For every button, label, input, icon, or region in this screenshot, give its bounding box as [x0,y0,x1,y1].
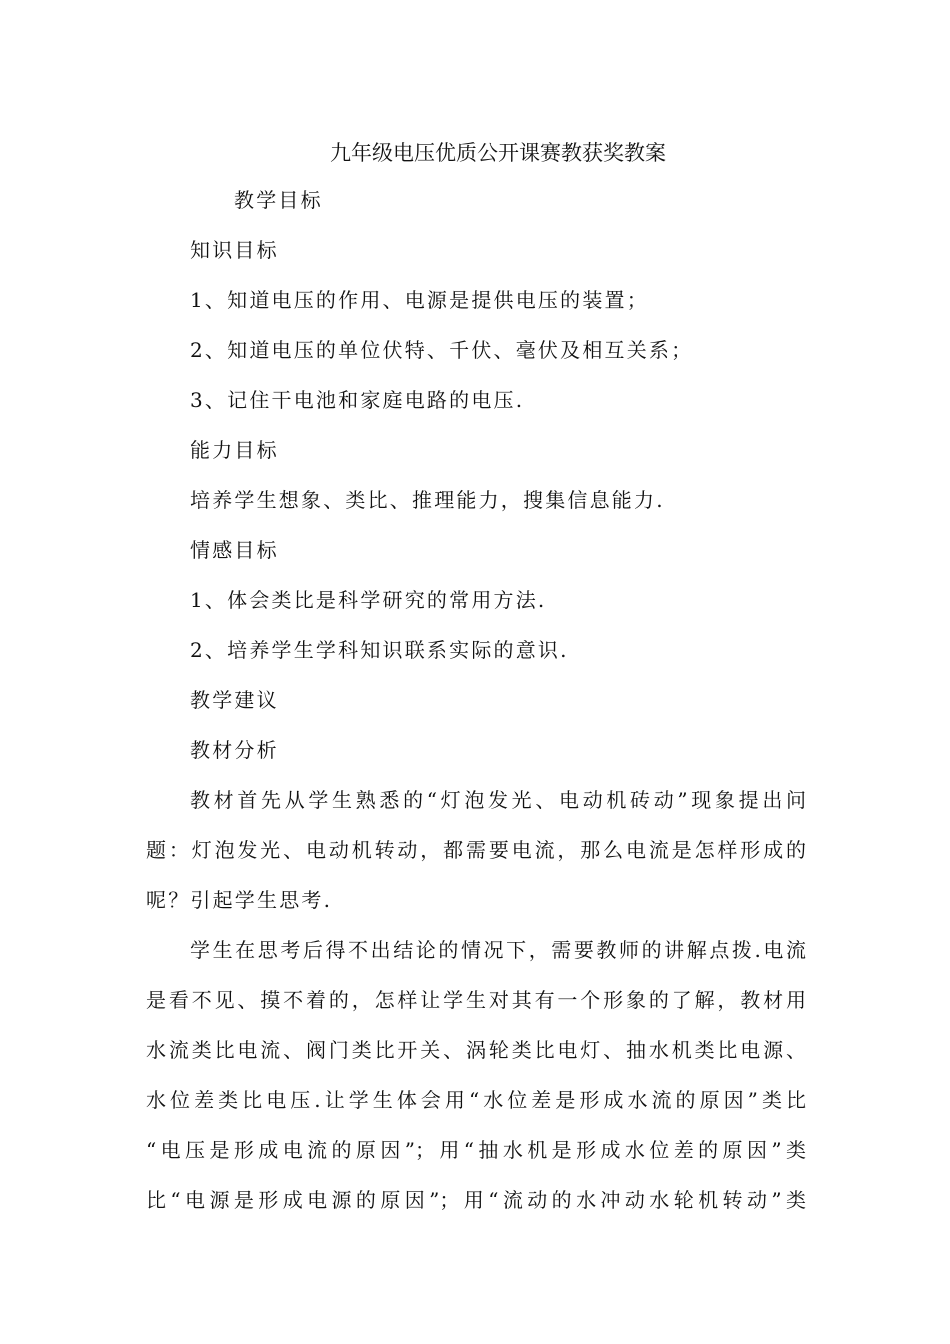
heading-teaching-goals: 教学目标 [234,188,323,212]
emotion-item-2: 2、培养学生学科知识联系实际的意识. [190,638,569,662]
paragraph1-line-3: 呢？引起学生思考. [146,888,333,912]
knowledge-item-1: 1、知道电压的作用、电源是提供电压的装置； [190,288,649,312]
heading-knowledge-goals: 知识目标 [190,238,279,262]
paragraph1-line-1: 教材首先从学生熟悉的“灯泡发光、电动机砖动”现象提出问 [190,788,806,812]
paragraph2-line-2: 是看不见、摸不着的，怎样让学生对其有一个形象的了解，教材用 [146,988,806,1012]
emotion-item-1: 1、体会类比是科学研究的常用方法. [190,588,547,612]
heading-material-analysis: 教材分析 [190,738,279,762]
paragraph2-line-4: 水位差类比电压.让学生体会用“水位差是形成水流的原因”类比 [146,1088,806,1112]
heading-ability-goals: 能力目标 [190,438,279,462]
paragraph2-line-6: 比“电源是形成电源的原因”；用“流动的水冲动水轮机转动”类 [146,1188,806,1212]
paragraph2-line-3: 水流类比电流、阀门类比开关、涡轮类比电灯、抽水机类比电源、 [146,1038,806,1062]
document-title: 九年级电压优质公开课赛教获奖教案 [330,141,666,165]
heading-emotion-goals: 情感目标 [190,538,279,562]
paragraph1-line-2: 题：灯泡发光、电动机转动，都需要电流，那么电流是怎样形成的 [146,838,806,862]
knowledge-item-3: 3、记住干电池和家庭电路的电压. [190,388,525,412]
knowledge-item-2: 2、知道电压的单位伏特、千伏、毫伏及相互关系； [190,338,694,362]
paragraph2-line-5: “电压是形成电流的原因”；用“抽水机是形成水位差的原因”类 [146,1138,806,1162]
ability-item: 培养学生想象、类比、推理能力，搜集信息能力. [190,488,665,512]
heading-teaching-suggestions: 教学建议 [190,688,279,712]
paragraph2-line-1: 学生在思考后得不出结论的情况下，需要教师的讲解点拨.电流 [190,938,806,962]
